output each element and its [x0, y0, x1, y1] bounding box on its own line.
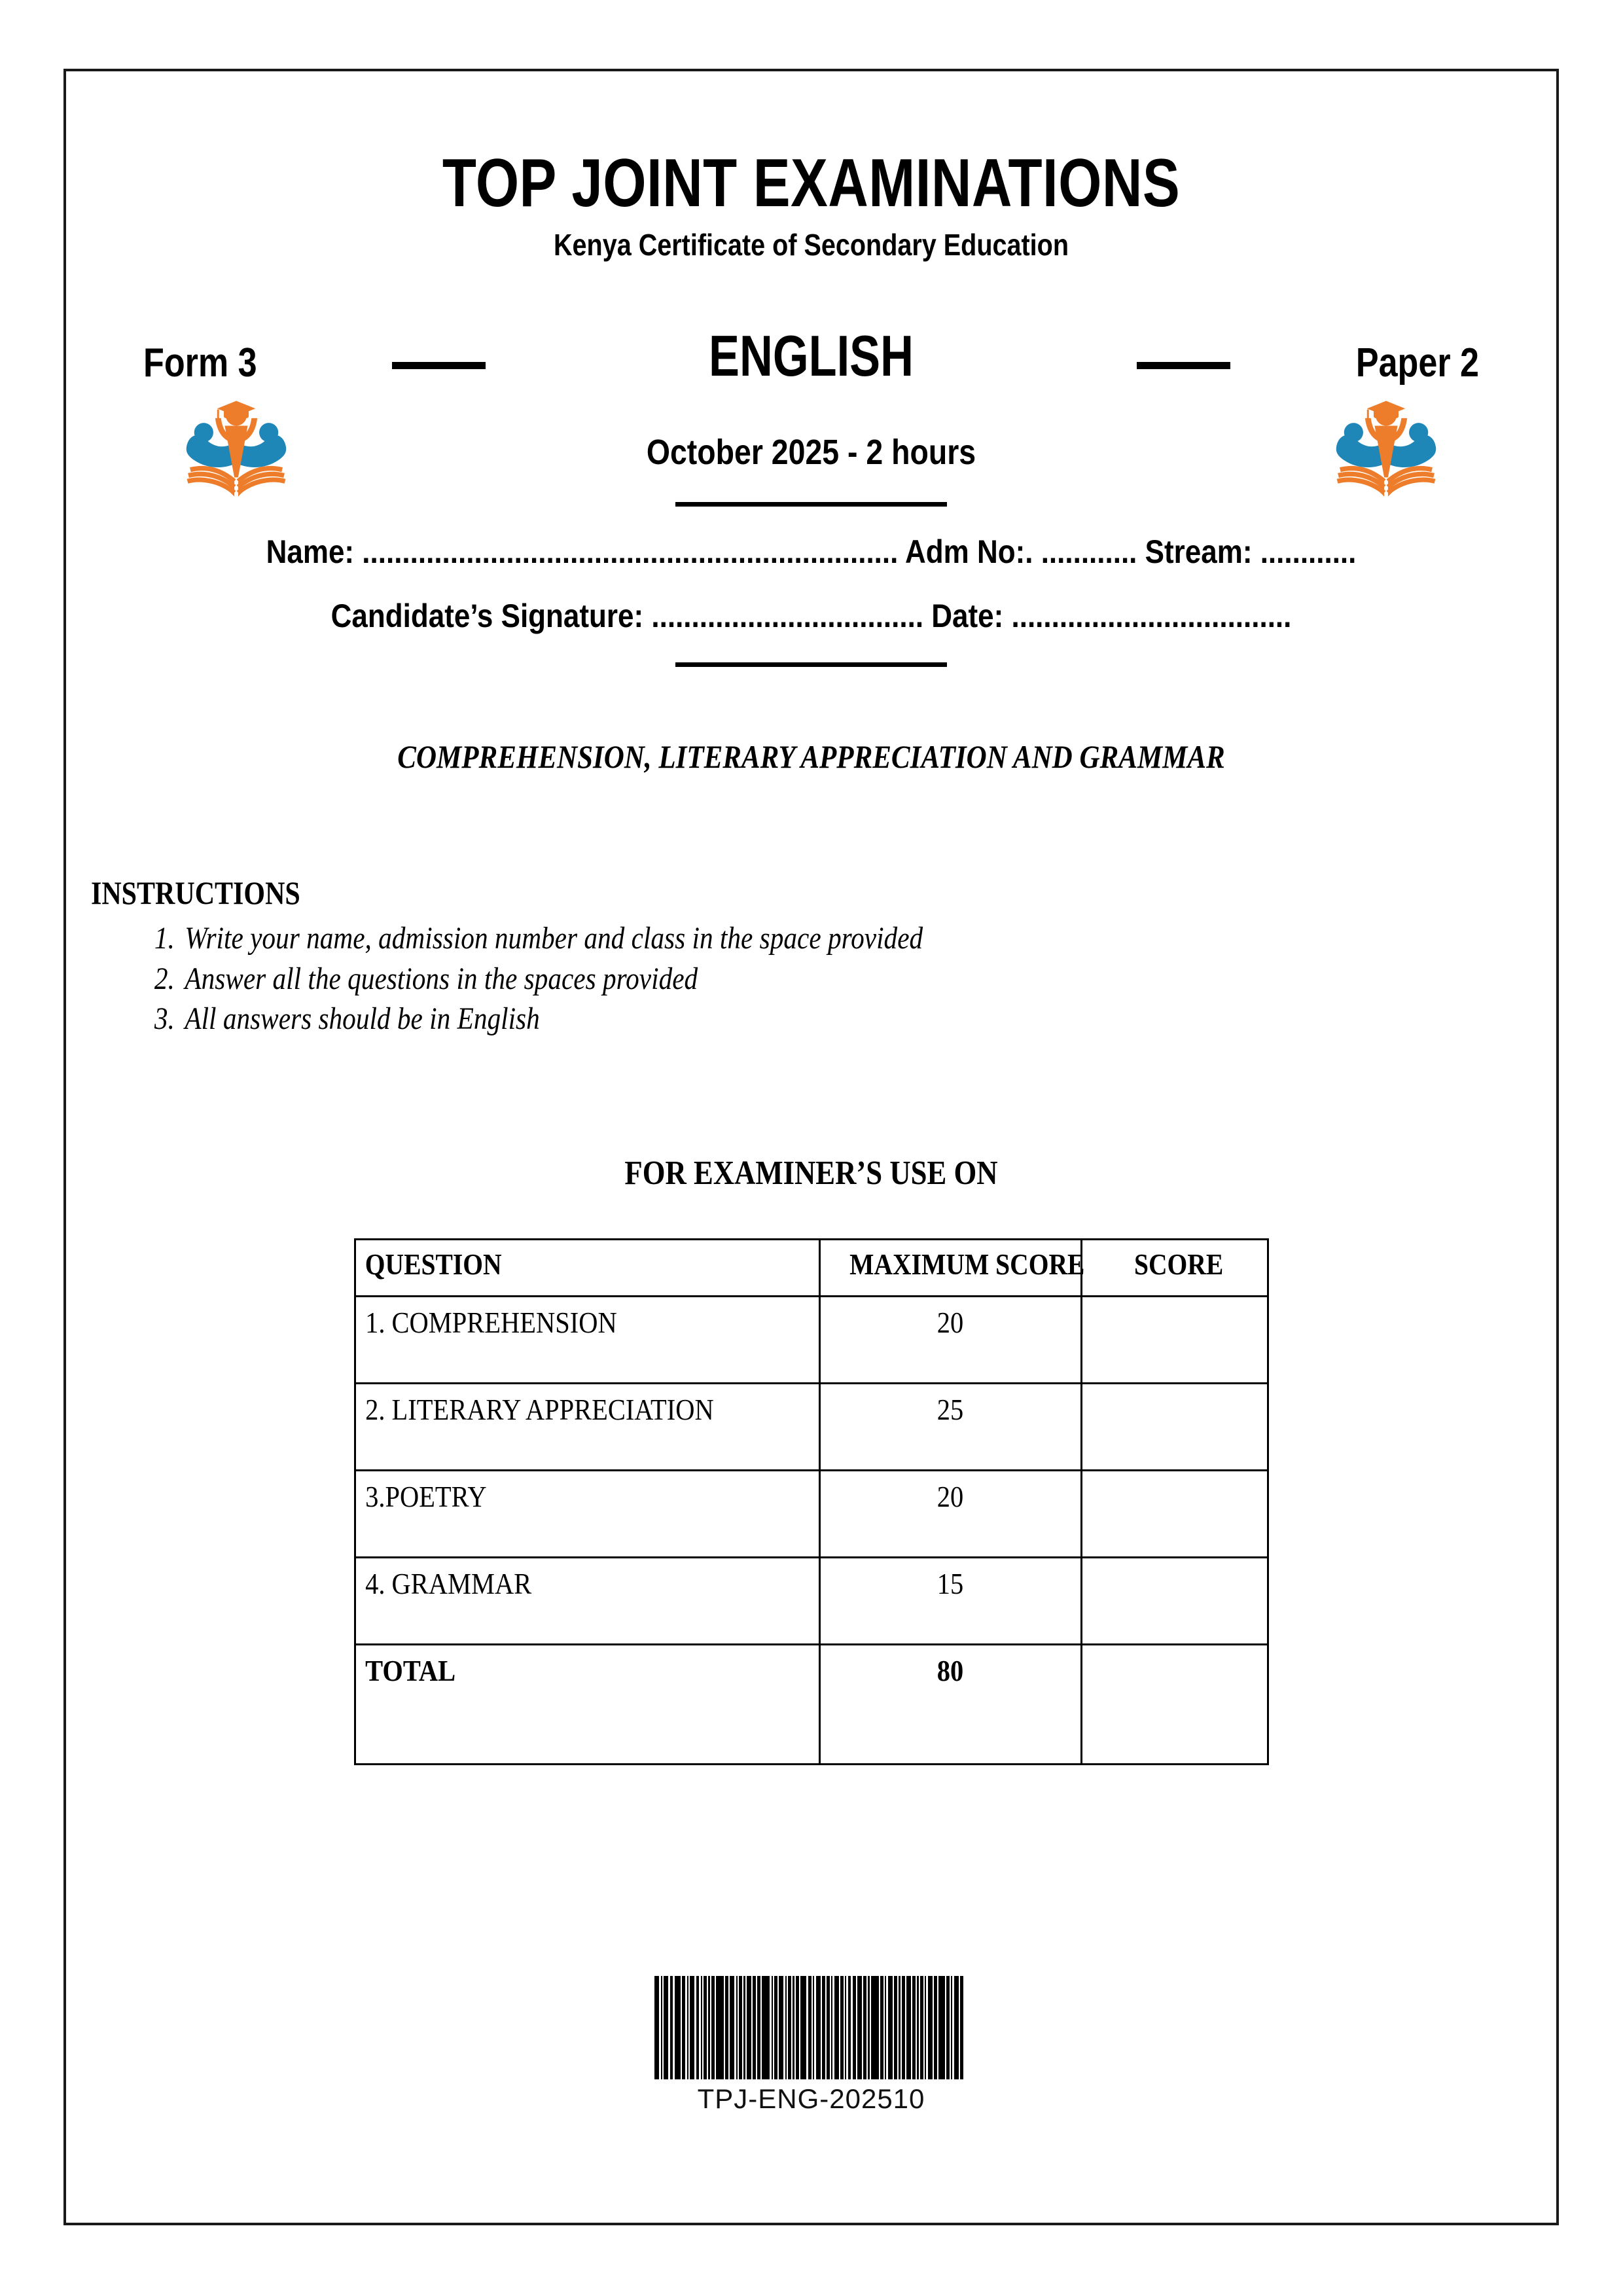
cell-score[interactable]: [1081, 1297, 1268, 1384]
instruction-text: All answers should be in English: [185, 1001, 540, 1036]
instruction-number: 3.: [154, 1001, 175, 1036]
column-header-maximum-score: MAXIMUM SCORE: [819, 1240, 1081, 1297]
instruction-item: [142, 999, 1358, 1039]
graduates-open-book-logo-icon: [1329, 389, 1444, 499]
exam-cover-page: [63, 69, 1559, 2225]
cell-score-total[interactable]: [1081, 1645, 1268, 1765]
candidate-name-line[interactable]: Name: ................................................................... Adm No:. ............ Stream: ............: [266, 533, 1357, 571]
cell-maximum-score: 15: [819, 1558, 1081, 1645]
candidate-signature-line[interactable]: Candidate’s Signature: .................................. Date: ...................................: [330, 598, 1292, 635]
table-row: [355, 1558, 1268, 1645]
examiner-table-wrap: [66, 1238, 1556, 1765]
subject-title: ENGLISH: [709, 323, 914, 389]
instruction-number: 1.: [154, 921, 175, 956]
column-header-question: QUESTION: [355, 1240, 819, 1297]
barcode-icon: [654, 1976, 967, 2079]
instructions-heading: INSTRUCTIONS: [91, 874, 300, 912]
examiner-score-table: [354, 1238, 1269, 1765]
table-row: [355, 1471, 1268, 1558]
instruction-number: 2.: [154, 961, 175, 996]
examiner-use-heading: FOR EXAMINER’S USE ON: [624, 1155, 998, 1193]
cell-score[interactable]: [1081, 1384, 1268, 1471]
graduates-open-book-logo-icon: [179, 389, 294, 499]
cell-question: 4. GRAMMAR: [355, 1558, 819, 1645]
cell-maximum-score-total: 80: [819, 1645, 1081, 1765]
instruction-item: [142, 959, 1358, 999]
cell-maximum-score: 20: [819, 1471, 1081, 1558]
barcode-caption: TPJ-ENG-202510: [697, 2083, 925, 2115]
table-row-total: [355, 1645, 1268, 1765]
instructions-list: [91, 918, 1556, 1039]
table-row: [355, 1297, 1268, 1384]
exam-subtitle: Kenya Certificate of Secondary Education: [553, 228, 1069, 262]
table-header-row: [355, 1240, 1268, 1297]
divider-rule-bottom: [675, 662, 947, 667]
cell-score[interactable]: [1081, 1558, 1268, 1645]
cell-maximum-score: 25: [819, 1384, 1081, 1471]
candidate-details: [66, 533, 1556, 635]
barcode-block: [66, 1976, 1556, 2115]
instruction-item: [142, 918, 1358, 958]
cell-question: 2. LITERARY APPRECIATION: [355, 1384, 819, 1471]
divider-rule-top: [675, 502, 947, 507]
cell-question: 3.POETRY: [355, 1471, 819, 1558]
cell-question-total: TOTAL: [355, 1645, 819, 1765]
paper-section-subtitle: COMPREHENSION, LITERARY APPRECIATION AND GRAMMAR: [397, 738, 1225, 776]
table-row: [355, 1384, 1268, 1471]
column-header-score: SCORE: [1081, 1240, 1268, 1297]
cell-question: 1. COMPREHENSION: [355, 1297, 819, 1384]
form-label: Form 3: [143, 340, 257, 386]
exam-title: TOP JOINT EXAMINATIONS: [442, 145, 1181, 221]
cell-maximum-score: 20: [819, 1297, 1081, 1384]
instruction-text: Answer all the questions in the spaces provided: [185, 961, 698, 996]
instructions-block: [66, 874, 1556, 1039]
paper-label: Paper 2: [1355, 340, 1479, 386]
em-dash-right-icon: [1137, 362, 1230, 369]
header-band: [66, 285, 1556, 481]
cell-score[interactable]: [1081, 1471, 1268, 1558]
exam-session: October 2025 - 2 hours: [646, 433, 976, 473]
instruction-text: Write your name, admission number and class in the space provided: [185, 921, 923, 956]
